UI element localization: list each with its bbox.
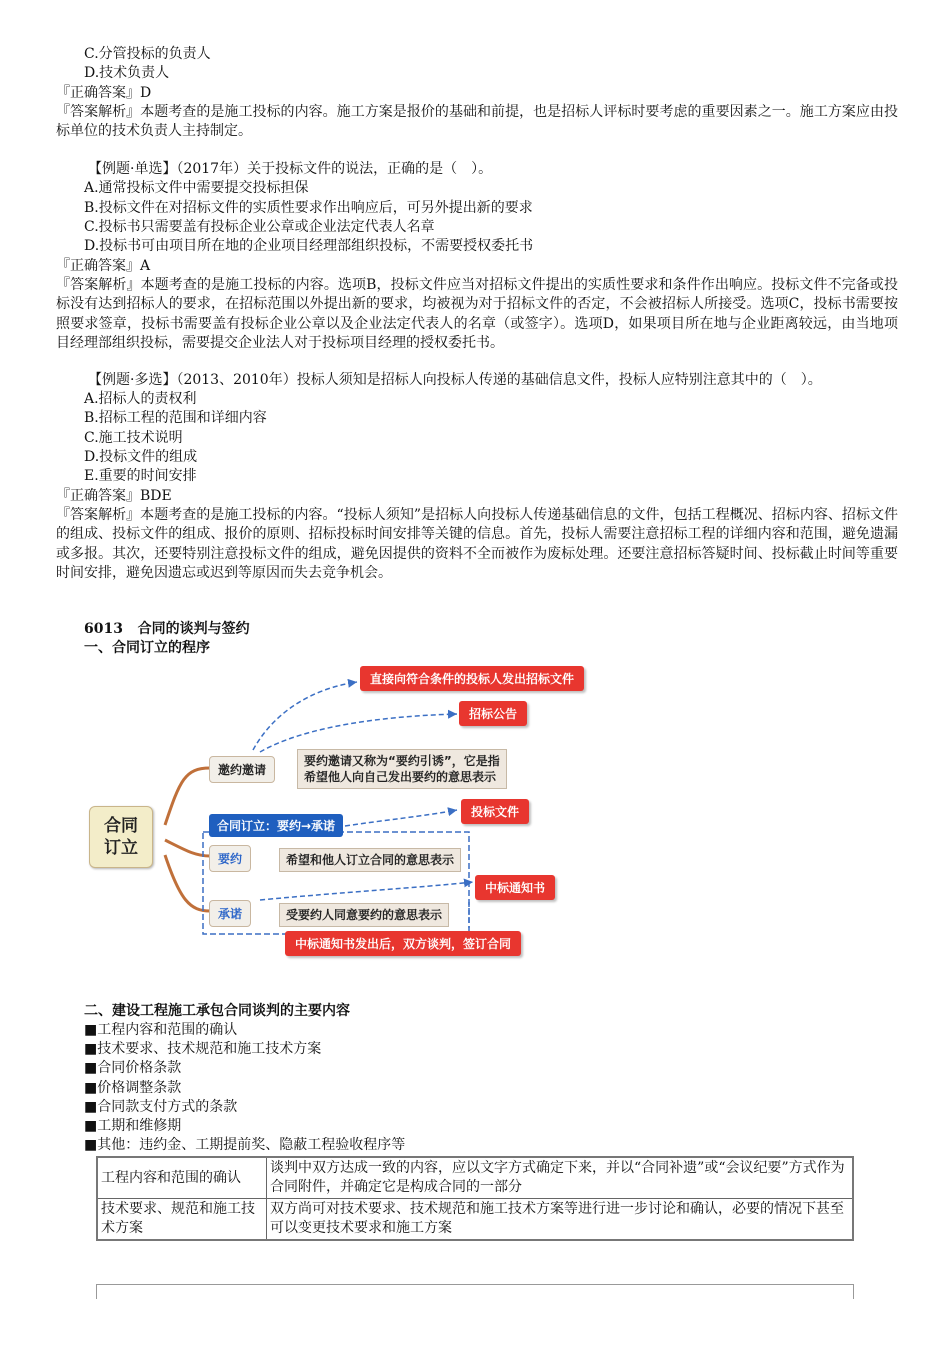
option-a: A.通常投标文件中需要提交投标担保 xyxy=(84,180,309,196)
list-item: ■技术要求、技术规范和施工技术方案 xyxy=(84,1041,322,1057)
correct-answer: 『正确答案』BDE xyxy=(56,488,172,504)
negotiation-table xyxy=(96,1156,854,1241)
invite-node: 邀约邀请 xyxy=(209,756,275,783)
option-c: C.施工技术说明 xyxy=(84,430,183,446)
accept-node: 承诺 xyxy=(209,900,251,927)
option-c: C.投标书只需要盖有投标企业公章或企业法定代表人名章 xyxy=(84,219,435,235)
table-row xyxy=(97,1199,853,1241)
option-b: B.招标工程的范围和详细内容 xyxy=(84,410,267,426)
option-d: D.技术负责人 xyxy=(84,65,170,81)
table-cell-key: 技术要求、规范和施工技术方案 xyxy=(97,1199,267,1241)
table-row xyxy=(97,1157,853,1199)
contract-mindmap xyxy=(85,660,625,960)
award-notice-box: 中标通知书 xyxy=(475,875,555,900)
subsection-heading: 二、建设工程施工承包合同谈判的主要内容 xyxy=(84,1003,350,1019)
question-stem: 【例题·单选】（2017年）关于投标文件的说法，正确的是（ ）。 xyxy=(88,161,493,177)
answer-analysis: 『答案解析』本题考查的是施工投标的内容。施工方案是报价的基础和前提，也是招标人评标时要考虑的重要因素之一。施工方案应由投标单位的技术负责人主持制定。 xyxy=(56,104,898,140)
section-title: 合同的谈判与签约 xyxy=(137,621,250,637)
offer-description: 希望和他人订立合同的意思表示 xyxy=(279,848,461,872)
option-a: A.招标人的责权利 xyxy=(84,391,197,407)
branch-invite xyxy=(165,768,210,825)
correct-answer: 『正确答案』D xyxy=(56,85,152,101)
option-e: E.重要的时间安排 xyxy=(84,468,197,484)
section-heading xyxy=(84,620,250,639)
subsection-heading: 一、合同订立的程序 xyxy=(84,640,210,656)
list-item: ■工程内容和范围的确认 xyxy=(84,1022,238,1038)
footer-rule xyxy=(96,1284,854,1299)
list-item: ■其他：违约金、工期提前奖、隐蔽工程验收程序等 xyxy=(84,1137,406,1153)
answer-analysis: 『答案解析』本题考查的是施工投标的内容。“投标人须知”是招标人向投标人传递基础信息的文件，包括工程概况、招标内容、招标文件的组成、投标文件的组成、报价的原则、招标投标时间安排等关键的信息。首先，投标人需要注意招标工程的详细内容和范围，避免遗漏或多报。其次，还要特别注意投标文件的组成，避免因提供的资料不全而被作为废标处理。还要注意招标答疑时间、投标截止时间等重要时间安排，避免因遗忘或迟到等原因而失去竞争机会。 xyxy=(56,507,898,581)
table-cell-value: 谈判中双方达成一致的内容，应以文字方式确定下来，并以“合同补遗”或“会议纪要”方式作为合同附件，并确定它是构成合同的一部分 xyxy=(267,1157,854,1199)
arrow-direct xyxy=(253,682,357,750)
accept-description: 受要约人同意要约的意思表示 xyxy=(279,903,449,927)
sign-contract-box: 中标通知书发出后，双方谈判，签订合同 xyxy=(285,931,521,956)
formula-box: 合同订立：要约→承诺 xyxy=(209,814,343,837)
arrow-award xyxy=(260,882,473,900)
list-item: ■合同款支付方式的条款 xyxy=(84,1099,238,1115)
list-item: ■合同价格条款 xyxy=(84,1060,182,1076)
table-cell-value: 双方尚可对技术要求、技术规范和施工技术方案等进行进一步讨论和确认，必要的情况下甚至可以变更技术要求和施工方案 xyxy=(267,1199,854,1241)
list-item: ■工期和维修期 xyxy=(84,1118,182,1134)
bid-document-box: 投标文件 xyxy=(461,799,529,824)
option-d: D.投标书可由项目所在地的企业项目经理部组织投标，不需要授权委托书 xyxy=(84,238,534,254)
question-stem: 【例题·多选】（2013、2010年）投标人须知是招标人向投标人传递的基础信息文件，投标人应特别注意其中的（ ）。 xyxy=(88,372,822,388)
correct-answer: 『正确答案』A xyxy=(56,258,151,274)
tender-notice-box: 招标公告 xyxy=(459,701,527,726)
option-c: C.分管投标的负责人 xyxy=(84,46,211,62)
table-cell-key: 工程内容和范围的确认 xyxy=(97,1157,267,1199)
arrow-bid xyxy=(345,810,457,826)
arrow-notice xyxy=(260,714,457,752)
answer-analysis: 『答案解析』本题考查的是施工投标的内容。选项B，投标文件应当对招标文件提出的实质性要求和条件作出响应。投标文件不完备或投标没有达到招标人的要求，在招标范围以外提出新的要求，均被视为对于招标文件的否定，不会被招标人所接受。选项C，投标书需要按照要求签章，投标书需要盖有投标企业公章以及企业法定代表人的名章（或签字）。选项D，如果项目所在地与企业距离较远，由当地项目经理部组织投标，需要提交企业法人对于投标项目经理的授权委托书。 xyxy=(56,277,898,351)
option-b: B.投标文件在对招标文件的实质性要求作出响应后，可另外提出新的要求 xyxy=(84,200,533,216)
root-node: 合同 订立 xyxy=(89,806,153,868)
offer-node: 要约 xyxy=(209,845,251,872)
list-item: ■价格调整条款 xyxy=(84,1080,182,1096)
section-code: 6013 xyxy=(84,621,123,637)
direct-issue-box: 直接向符合条件的投标人发出招标文件 xyxy=(360,666,584,691)
invite-description: 要约邀请又称为“要约引诱”，它是指 希望他人向自己发出要约的意思表示 xyxy=(297,749,507,789)
option-d: D.投标文件的组成 xyxy=(84,449,198,465)
